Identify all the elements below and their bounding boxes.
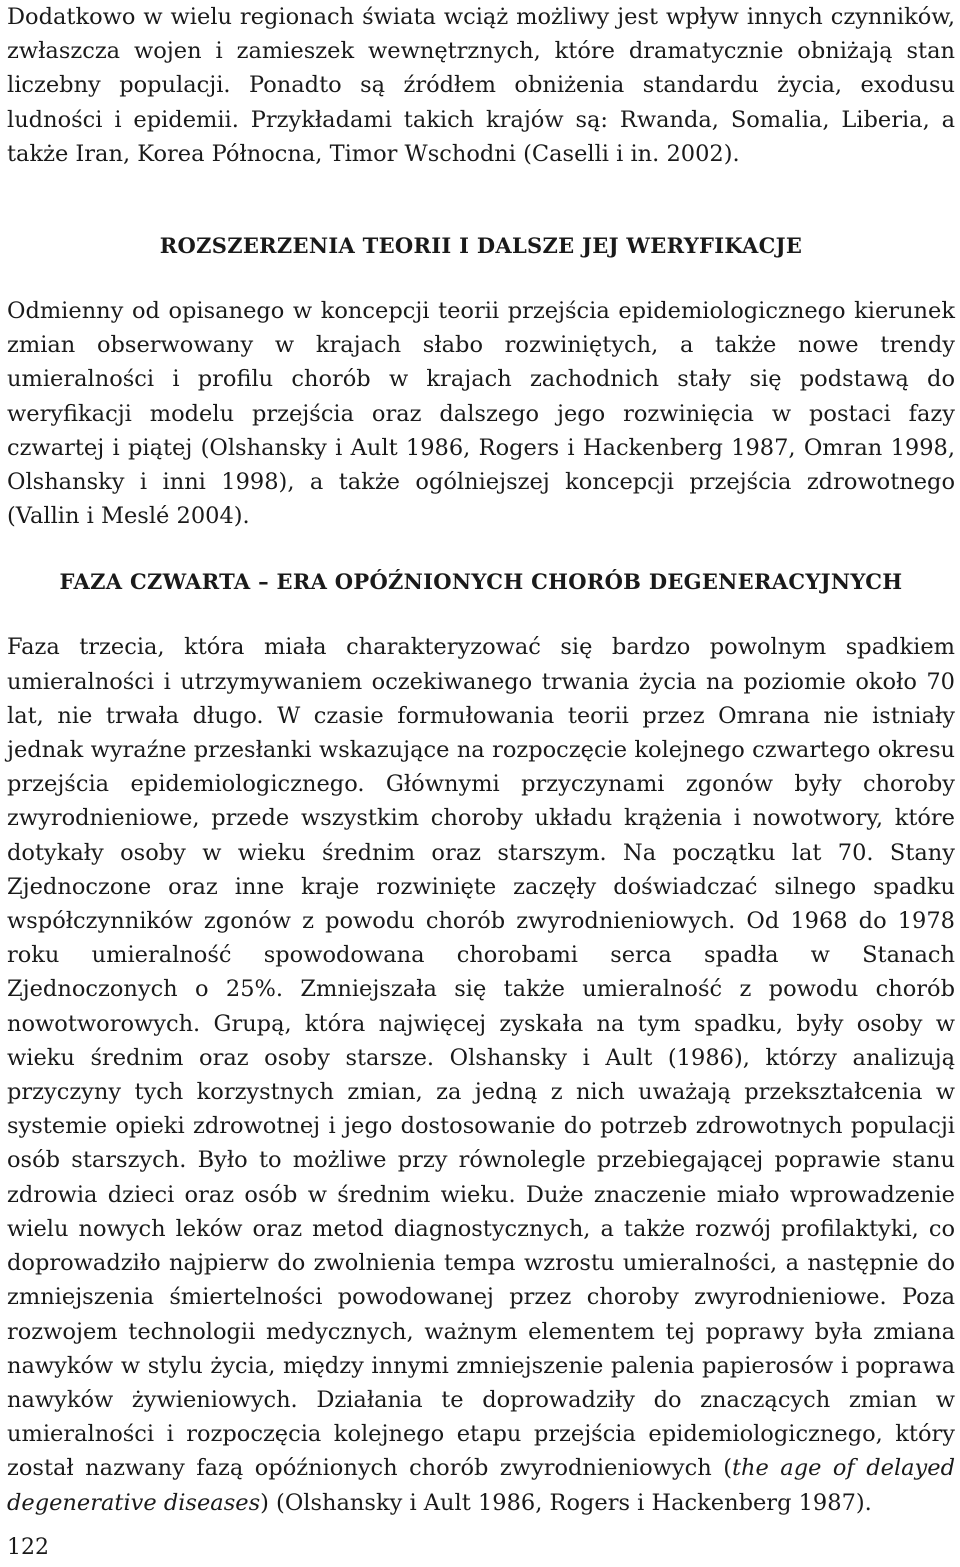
section-heading: ROZSZERZENIA TEORII I DALSZE JEJ WERYFIKACJE [159,233,803,259]
section-paragraph: Odmienny od opisanego w koncepcji teorii przejścia epidemiologicznego kierunek zmian obserwowany w krajach słabo rozwiniętych, a także nowe trendy umieralności i profilu chorób w krajach zachodnich stały się podstawą do weryfikacji modelu przejścia oraz dalszego jego rozwinięcia w postaci fazy czwartej i piątej (Olshansky i Ault 1986, Rogers i Hackenberg 1987, Omran 1998, Olshansky i inni 1998), a także ogólniejszej koncepcji przejścia zdrowotnego (Vallin i Meslé 2004). [7,298,955,530]
document-page [7,0,955,1520]
italic-term: the age of delayed degenerative diseases [7,1455,955,1516]
subsection-paragraph-text: Faza trzecia, która miała charakteryzować się bardzo powolnym spadkiem umieralności i utrzymywaniem oczekiwanego trwania życia na poziomie około 70 lat, nie trwała długo. W czasie formułowania teorii przez Omrana nie istniały jednak wyraźne przesłanki wskazujące na rozpoczęcie kolejnego czwartego okresu przejścia epidemiologicznego. Głównymi przyczynami zgonów były choroby zwyrodnieniowe, przede wszystkim choroby układu krążenia i nowotwory, które dotykały osoby w wieku średnim oraz starszym. Na początku lat 70. Stany Zjednoczone oraz inne kraje rozwinięte zaczęły doświadczać silnego spadku współczynników zgonów z powodu chorób zwyrodnieniowych. Od 1968 do 1978 roku umieralność spowodowana chorobami serca spadła w Stanach Zjednoczonych o 25%. Zmniejszała się także umieralność z powodu chorób nowotworowych. Grupą, która najwięcej zyskała na tym spadku, były osoby w wieku średnim oraz osoby starsze. Olshansky i Ault (1986), którzy analizują przyczyny tych korzystnych zmian, za jedną z nich uważają przekształcenia w systemie opieki zdrowotnej i jego dostosowanie do potrzeb zdrowotnych populacji osób starszych. Było to możliwe przy równolegle przebiegającej poprawie stanu zdrowia dzieci oraz osób w średnim wieku. Duże znaczenie miało wprowadzenie wielu nowych leków oraz metod diagnostycznych, a także rozwój profilaktyki, co doprowadziło najpierw do zwolnienia tempa wzrostu umieralności, a następnie do zmniejszenia śmiertelności powodowanej przez choroby zwyrodnieniowe. Poza rozwojem technologii medycznych, ważnym elementem tej poprawy była zmiana nawyków w stylu życia, między innymi zmniejszenie palenia papierosów i poprawa nawyków żywieniowych. Działania te doprowadziły do znaczących zmian w umieralności i rozpoczęcia kolejnego etapu przejścia epidemiologicznego, który został nazwany fazą opóźnionych chorób zwyrodnieniowych ( [7,634,955,1482]
page-number: 122 [7,1535,49,1560]
subsection-paragraph-citation: ) (Olshansky i Ault 1986, Rogers i Hackenberg 1987). [260,1489,872,1516]
subsection-heading: FAZA CZWARTA – ERA OPÓŹNIONYCH CHORÓB DEGENERACYJNYCH [59,569,903,595]
subsection-paragraph [7,630,955,1519]
intro-paragraph: Dodatkowo w wielu regionach świata wciąż możliwy jest wpływ innych czynników, zwłaszcza wojen i zamieszek wewnętrznych, które dramatycznie obniżają stan liczebny populacji. Ponadto są źródłem obniżenia standardu życia, exodusu ludności i epidemii. Przykładami takich krajów są: Rwanda, Somalia, Liberia, a także Iran, Korea Północna, Timor Wschodni (Caselli i in. 2002). [7,4,955,167]
